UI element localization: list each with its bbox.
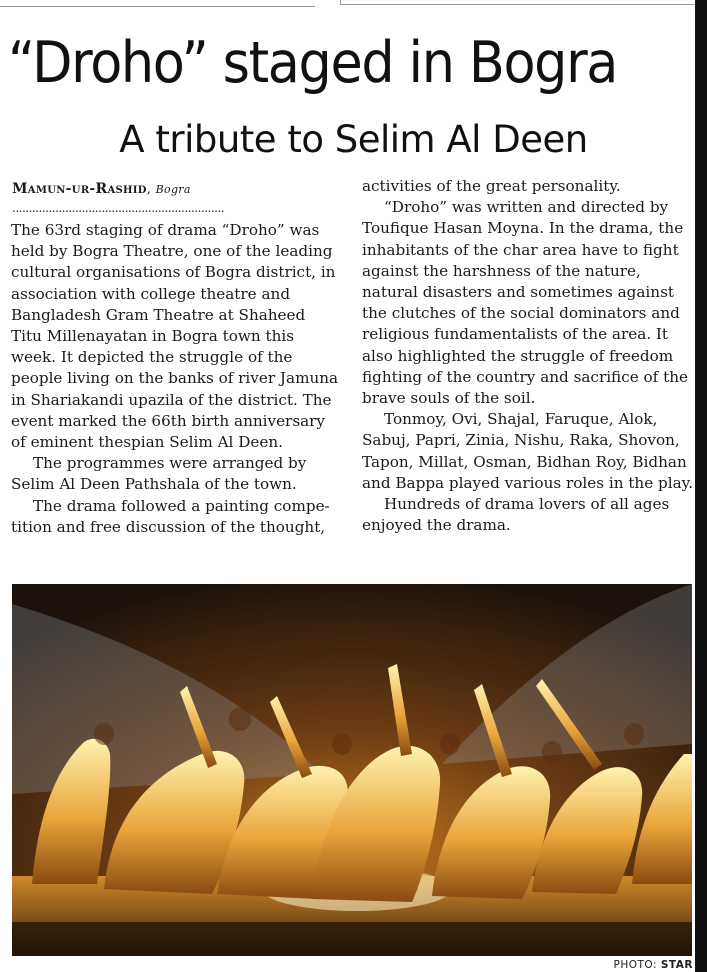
paragraph: The drama followed a painting compe-tition and free discussion of the thought, xyxy=(11,496,330,536)
dancers-illustration xyxy=(12,584,692,956)
paragraph: Tonmoy, Ovi, Shajal, Faruque, Alok, Sabuj, Papri, Zinia, Nishu, Raka, Shovon, Tapon, Millat, Osman, Bidhan Roy, Bidhan and Bappa played various roles in the play. xyxy=(362,410,694,492)
byline-place: Bogra xyxy=(155,183,191,196)
right-column xyxy=(362,176,698,536)
top-rule-left xyxy=(0,2,315,7)
byline xyxy=(12,178,332,200)
left-column xyxy=(11,220,339,538)
photo-credit xyxy=(614,959,694,972)
byline-author: Mamun-ur-Rashid xyxy=(12,181,147,197)
top-rule-right xyxy=(340,0,696,5)
byline-divider: ................................................................ xyxy=(12,201,225,215)
photo-credit-prefix: PHOTO: xyxy=(613,959,658,971)
stage-photo xyxy=(12,584,692,956)
paragraph: “Droho” was written and directed by Toufique Hasan Moyna. In the drama, the inhabitants of the char area have to fight against the harshness of the nature, natural disasters and sometimes against the clutches of the social dominators and religious fundamentalists of the area. It also highlighted the struggle of freedom fighting of the country and sacrifice of the brave souls of the soil. xyxy=(362,198,688,408)
paragraph: The programmes were arranged by Selim Al Deen Pathshala of the town. xyxy=(11,454,307,494)
byline-separator: , xyxy=(146,182,152,197)
paragraph: The 63rd staging of drama “Droho” was held by Bogra Theatre, one of the leading cultural organisations of Bogra district, in association with college theatre and Bangladesh Gram Theatre at Shaheed Titu Millenayatan in Bogra town this week. It depicted the struggle of the people living on the banks of river Jamuna in Shariakandi upazila of the district. The event marked the 66th birth anniversary of eminent thespian Selim Al Deen. xyxy=(11,221,339,452)
paragraph: activities of the great personality. xyxy=(362,177,621,195)
paragraph: Hundreds of drama lovers of all ages enjoyed the drama. xyxy=(362,495,670,535)
subheadline: A tribute to Selim Al Deen xyxy=(119,118,588,161)
headline: “Droho” staged in Bogra xyxy=(8,30,618,96)
photo-credit-source: STAR xyxy=(660,959,693,971)
